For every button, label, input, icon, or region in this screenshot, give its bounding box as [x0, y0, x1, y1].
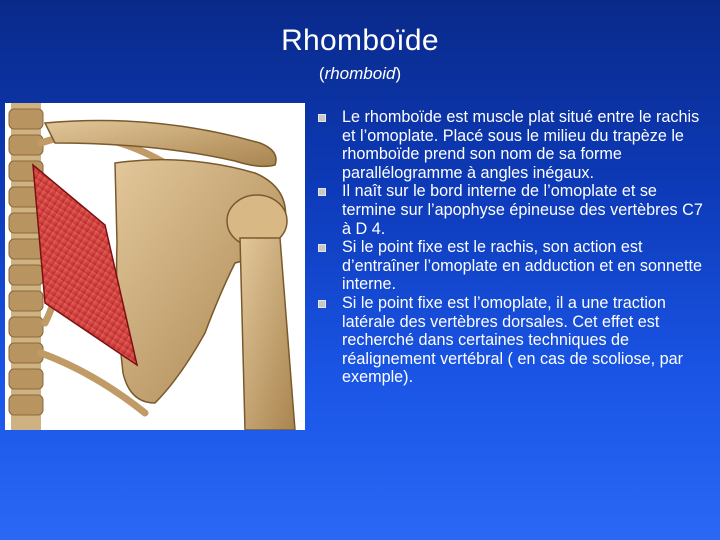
slide-subtitle — [0, 64, 720, 84]
slide-title: Rhomboïde — [281, 24, 439, 57]
subtitle-close-paren: ) — [395, 64, 402, 83]
bullet-marker — [318, 300, 326, 308]
bullet-text-4: Si le point fixe est l’omoplate, il a une traction latérale des vertèbres dorsales. Cet effet est recherché dans certaines techniques de réalignement vertébral ( en cas de scoliose, par exemple). — [342, 293, 684, 387]
bullet-marker — [318, 244, 326, 252]
bullet-item-4 — [316, 294, 712, 387]
bullet-list — [316, 108, 712, 387]
bullet-item-3 — [316, 238, 712, 294]
rhomboid-anatomy-image — [5, 103, 305, 430]
bullet-item-1 — [316, 108, 712, 182]
bullet-text-1: Le rhomboïde est muscle plat situé entre le rachis et l’omoplate. Placé sous le milieu du trapèze le rhomboïde prend son nom de sa forme parallélogramme à angles inégaux. — [342, 108, 700, 182]
bullet-text-3: Si le point fixe est le rachis, son action est d’entraîner l’omoplate en adduction et en sonnette interne. — [342, 238, 702, 294]
bullet-item-2 — [316, 182, 712, 238]
bullet-marker — [318, 114, 326, 122]
subtitle-latin-name: rhomboid — [324, 64, 396, 83]
subtitle-open-paren: ( — [318, 64, 325, 83]
bullet-marker — [318, 188, 326, 196]
bullet-text-2: Il naît sur le bord interne de l’omoplate et se termine sur l’apophyse épineuse des vertèbres C7 à D 4. — [342, 182, 703, 238]
spine-vertebrae — [9, 103, 43, 430]
